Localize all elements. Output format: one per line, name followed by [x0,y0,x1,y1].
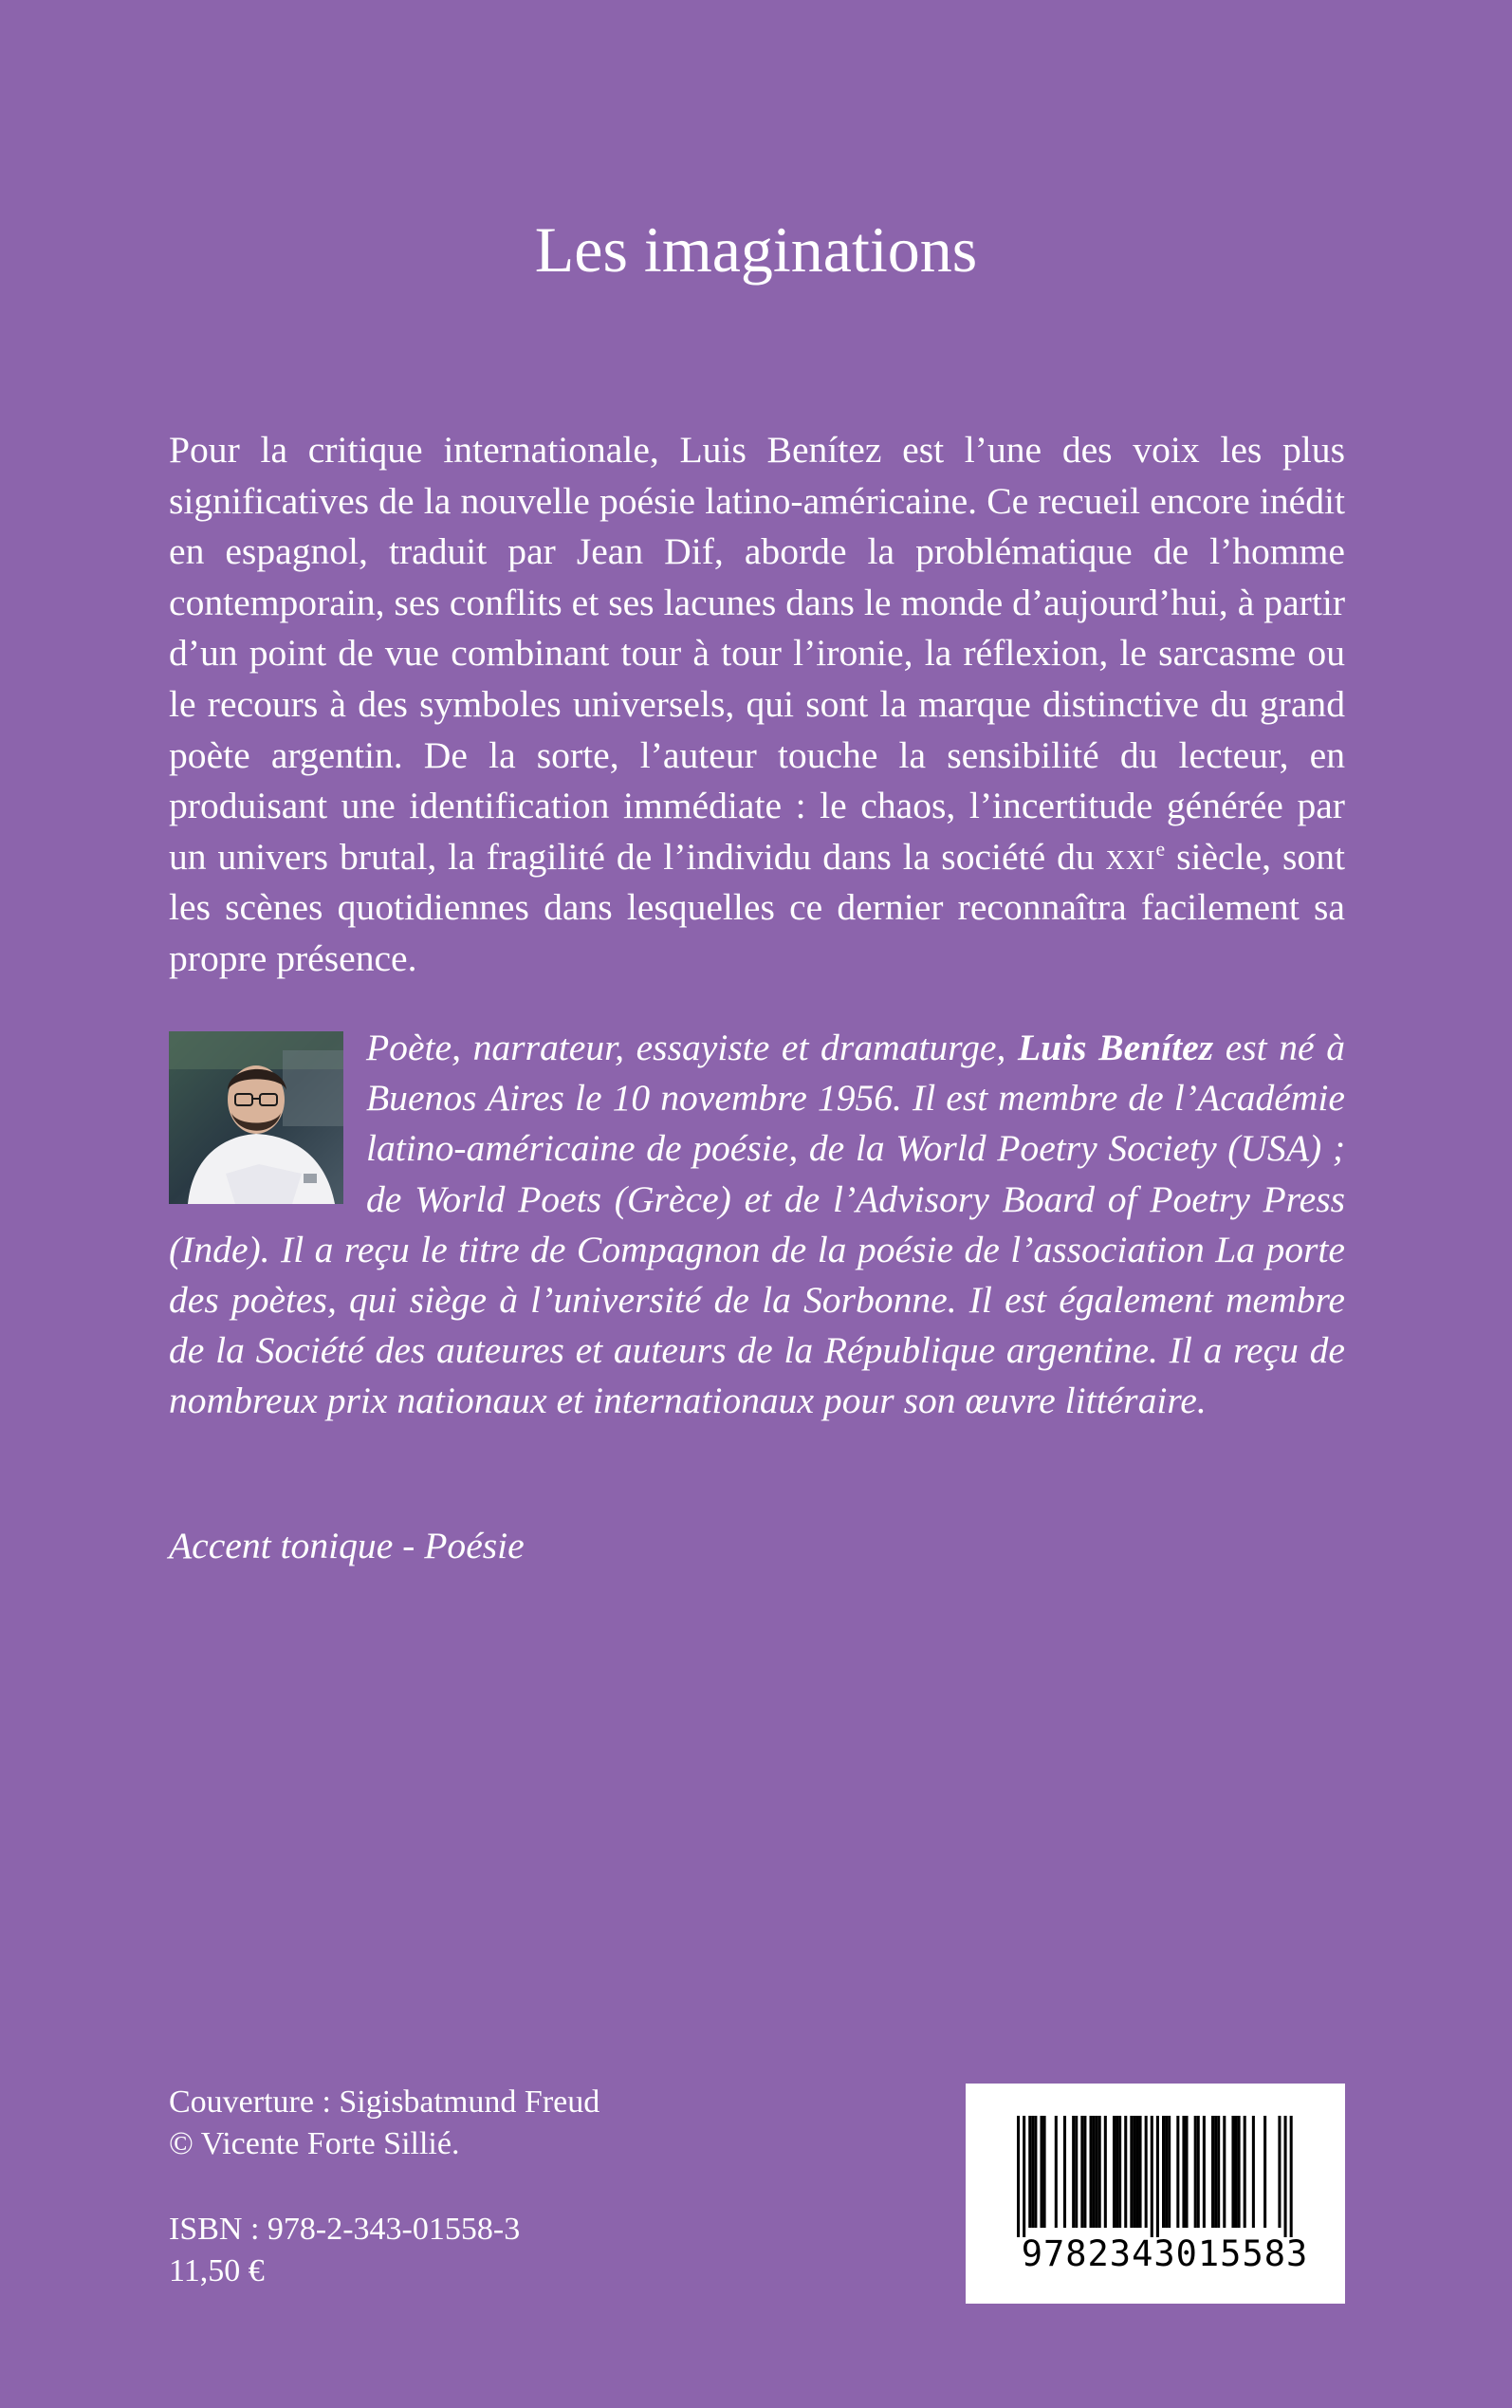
barcode-bar [1168,2116,1171,2228]
summary-text-start: Pour la critique internationale, Luis Benítez est l’une des voix les plus significatives de la nouvelle poésie latino-américaine. Ce recueil encore inédit en espagnol, traduit par Jean Dif, aborde la problématique de l’homme contemporain, ses conflits et ses lacunes dans le monde d’aujourd’hui, à partir d’un point de vue combinant tour à tour l’ironie, la réflexion, le sarcasme ou le recours à des symboles universels, qui sont la marque distinctive du grand poète argentin. De la sorte, l’auteur touche la sensibilité du lecteur, en produisant une identification immédiate : le chaos, l’incertitude générée par un univers brutal, la fragilité de l’individu dans la société du [169,429,1345,878]
barcode-bar [1017,2116,1020,2237]
barcode-bar [1217,2116,1220,2228]
collection-name: Accent tonique - Poésie [169,1525,525,1566]
price: 11,50 € [169,2253,265,2288]
barcode [966,2084,1345,2304]
credits-block [169,2082,599,2292]
barcode-bar [1118,2116,1121,2228]
barcode-bars [1017,2116,1294,2237]
barcode-bar [1263,2116,1266,2228]
author-bio [169,1023,1345,1427]
photo-spacer [169,1023,366,1224]
barcode-bar [1185,2116,1188,2228]
barcode-bar [1252,2116,1255,2228]
barcode-bar [1072,2116,1075,2228]
barcode-bar [1238,2116,1241,2228]
barcode-bar [1214,2116,1217,2228]
barcode-bar [1151,2116,1153,2237]
barcode-bar [1124,2116,1127,2228]
author-name: Luis Benítez [1017,1027,1214,1068]
barcode-bar [1075,2116,1078,2228]
barcode-bar [1090,2116,1093,2228]
barcode-bar [1194,2116,1197,2228]
barcode-bar [1116,2116,1118,2228]
book-summary [169,425,1345,985]
barcode-bar [1223,2116,1226,2228]
barcode-bar [1034,2116,1037,2228]
barcode-digits: 9782343015583 [1021,2233,1309,2274]
barcode-bar [1040,2116,1042,2228]
barcode-bar [1096,2116,1098,2228]
barcode-bar [1080,2116,1083,2228]
barcode-bar [1156,2116,1159,2237]
barcode-bar [1211,2116,1214,2228]
barcode-bar [1093,2116,1096,2228]
bio-intro: Poète, narrateur, essayiste et dramaturge, [366,1027,1018,1068]
barcode-bar [1235,2116,1238,2228]
barcode-bar [1290,2116,1293,2237]
barcode-bar [1063,2116,1066,2228]
barcode-bar [1113,2116,1116,2228]
barcode-bar [1176,2116,1179,2228]
barcode-bar [1139,2116,1142,2228]
barcode-bar [1197,2116,1200,2228]
barcode-bar [1182,2116,1185,2228]
copyright-credit: © Vicente Forte Sillié. [169,2126,460,2161]
barcode-bar [1028,2116,1031,2228]
barcode-bar [1055,2116,1058,2228]
barcode-bar [1145,2116,1148,2228]
barcode-bar [1135,2116,1138,2228]
barcode-bar [1083,2116,1086,2228]
barcode-bar [1130,2116,1133,2228]
barcode-bar [1098,2116,1101,2228]
barcode-bar [1031,2116,1034,2228]
bio-text: est né à Buenos Aires le 10 novembre 1956. Il est membre de l’Académie latino-américaine de poésie, de la World Poetry Society (USA) ; de World Poets (Grèce) et de l’Advisory Board of Poetry Press (Inde). Il a reçu le titre de Compagnon de la poésie de l’association La porte des poètes, qui siège à l’université de la Sorbonne. Il est également membre de la Société des auteures et auteurs de la République argentine. Il a reçu de nombreux prix nationaux et internationaux pour son œuvre littéraire. [169,1027,1346,1422]
barcode-bar [1165,2116,1168,2228]
barcode-bar [1104,2116,1107,2228]
barcode-bar [1162,2116,1165,2228]
isbn: ISBN : 978-2-343-01558-3 [169,2212,521,2247]
summary-text-end: siècle, sont les scènes quotidiennes dans lesquelles ce dernier reconnaîtra facilement sa propre présence. [169,835,1345,979]
cover-credit: Couverture : Sigisbatmund Freud [169,2084,600,2120]
barcode-bar [1203,2116,1206,2228]
barcode-bar [1278,2116,1281,2228]
century-numeral: xxi [1105,835,1156,878]
book-title: Les imaginations [534,213,978,286]
barcode-bar [1244,2116,1246,2228]
barcode-bar [1043,2116,1046,2228]
barcode-bar [1133,2116,1135,2228]
barcode-bar [1284,2116,1287,2237]
barcode-bar [1231,2116,1234,2228]
barcode-bar [1023,2116,1025,2237]
century-superscript: e [1155,837,1166,861]
